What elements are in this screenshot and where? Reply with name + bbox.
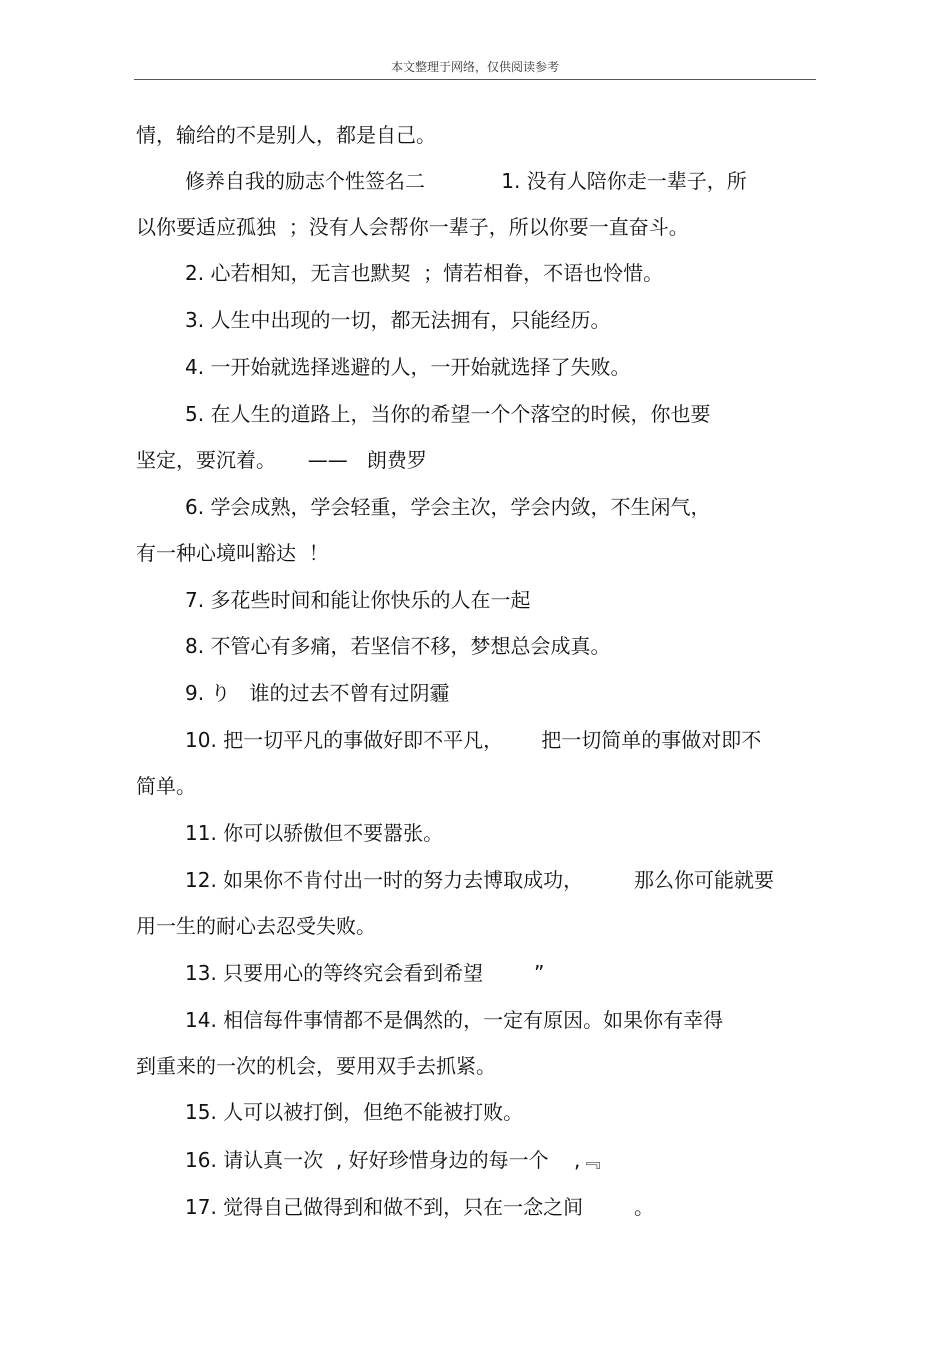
text-line: 17. 觉得自己做得到和做不到，只在一念之间 。 xyxy=(185,1195,655,1219)
page-header: 本文整理于网络，仅供阅读参考 xyxy=(390,60,559,74)
text-line: 4. 一开始就选择逃避的人，一开始就选择了失败。 xyxy=(185,355,631,379)
text-line: 12. 如果你不肯付出一时的努力去博取成功， 那么你可能就要 xyxy=(185,868,775,892)
text-line: 情，输给的不是别人，都是自己。 xyxy=(136,123,436,147)
text-line: 坚定，要沉着。 —— 朗费罗 xyxy=(136,448,427,472)
text-line: 到重来的一次的机会，要用双手去抓紧。 xyxy=(136,1054,496,1078)
text-line: 6. 学会成熟，学会轻重，学会主次，学会内敛，不生闲气， xyxy=(185,495,711,519)
text-line: 3. 人生中出现的一切，都无法拥有，只能经历。 xyxy=(185,308,611,332)
text-line: 13. 只要用心的等终究会看到希望 ” xyxy=(185,961,545,985)
text-line: 简单。 xyxy=(136,774,196,798)
text-line: 10. 把一切平凡的事做好即不平凡， 把一切简单的事做对即不 xyxy=(185,728,762,752)
text-line: 8. 不管心有多痛，若坚信不移，梦想总会成真。 xyxy=(185,634,611,658)
text-line: 2. 心若相知，无言也默契 ；情若相眷，不语也怜惜。 xyxy=(185,261,664,285)
text-line: 以你要适应孤独 ；没有人会帮你一辈子，所以你要一直奋斗。 xyxy=(136,215,689,239)
text-line: 9. り 谁的过去不曾有过阴霾 xyxy=(185,681,450,705)
text-line: 7. 多花些时间和能让你快乐的人在一起 xyxy=(185,588,531,612)
text-line: 5. 在人生的道路上，当你的希望一个个落空的时候，你也要 xyxy=(185,402,711,426)
text-line: 修养自我的励志个性签名二 1. 没有人陪你走一辈子，所 xyxy=(185,169,747,193)
header-rule xyxy=(134,79,816,80)
text-line: 11. 你可以骄傲但不要嚣张。 xyxy=(185,821,444,845)
text-line: 14. 相信每件事情都不是偶然的，一定有原因。如果你有幸得 xyxy=(185,1008,724,1032)
text-line: 有一种心境叫豁达 ！ xyxy=(136,541,329,565)
text-line: 16. 请认真一次 , 好好珍惜身边的每一个 ,﹃ xyxy=(185,1148,601,1172)
text-line: 用一生的耐心去忍受失败。 xyxy=(136,914,376,938)
text-line: 15. 人可以被打倒，但绝不能被打败。 xyxy=(185,1100,524,1124)
